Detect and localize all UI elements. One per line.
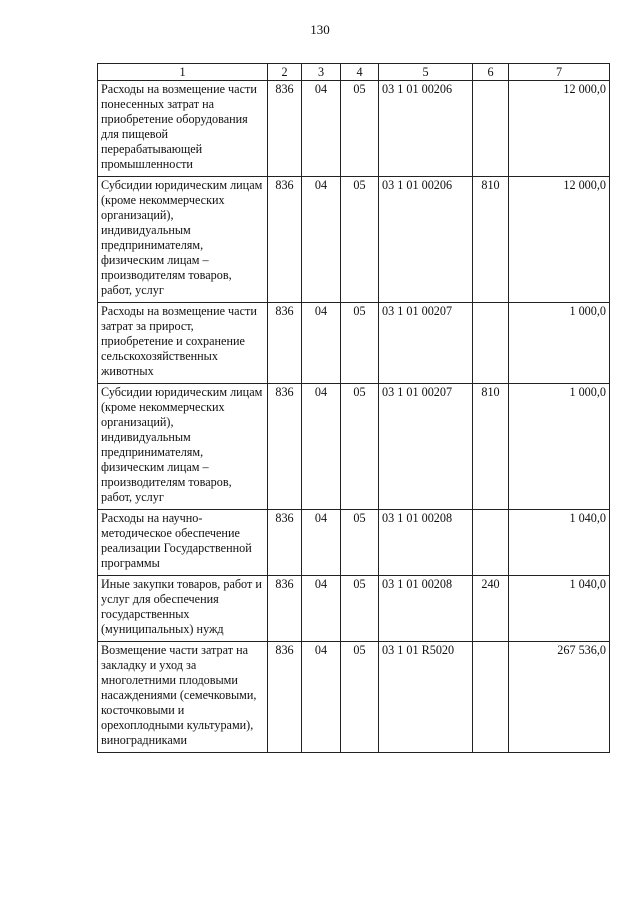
section-code: 04	[302, 642, 341, 753]
amount: 267 536,0	[509, 642, 610, 753]
ministry-code: 836	[268, 384, 302, 510]
page-number: 130	[310, 22, 330, 37]
amount: 1 040,0	[509, 576, 610, 642]
amount: 1 000,0	[509, 303, 610, 384]
target-article-code: 03 1 01 R5020	[379, 642, 473, 753]
table-row	[98, 177, 610, 303]
section-code: 04	[302, 384, 341, 510]
target-article-code: 03 1 01 00208	[379, 510, 473, 576]
amount: 1 000,0	[509, 384, 610, 510]
table-row	[98, 81, 610, 177]
expense-name: Иные закупки товаров, работ и услуг для обеспечения государственных (муниципальных) нужд	[98, 576, 268, 642]
subsection-code: 05	[341, 81, 379, 177]
expense-type-code: 240	[473, 576, 509, 642]
column-header: 6	[473, 64, 509, 81]
target-article-code: 03 1 01 00207	[379, 384, 473, 510]
amount: 1 040,0	[509, 510, 610, 576]
column-header: 5	[379, 64, 473, 81]
expense-name: Субсидии юридическим лицам (кроме некоммерческих организаций), индивидуальным предпринимателям, физическим лицам – производителям товаров, работ, услуг	[98, 384, 268, 510]
column-header: 7	[509, 64, 610, 81]
table-header-row	[98, 64, 610, 81]
ministry-code: 836	[268, 303, 302, 384]
subsection-code: 05	[341, 177, 379, 303]
amount: 12 000,0	[509, 177, 610, 303]
target-article-code: 03 1 01 00208	[379, 576, 473, 642]
section-code: 04	[302, 576, 341, 642]
expense-type-code	[473, 510, 509, 576]
subsection-code: 05	[341, 303, 379, 384]
expense-name: Субсидии юридическим лицам (кроме некоммерческих организаций), индивидуальным предпринимателям, физическим лицам – производителям товаров, работ, услуг	[98, 177, 268, 303]
section-code: 04	[302, 303, 341, 384]
target-article-code: 03 1 01 00206	[379, 177, 473, 303]
table-row	[98, 576, 610, 642]
ministry-code: 836	[268, 576, 302, 642]
subsection-code: 05	[341, 384, 379, 510]
column-header: 1	[98, 64, 268, 81]
ministry-code: 836	[268, 642, 302, 753]
table-row	[98, 303, 610, 384]
expense-name: Расходы на научно-методическое обеспечение реализации Государственной программы	[98, 510, 268, 576]
column-header: 4	[341, 64, 379, 81]
ministry-code: 836	[268, 177, 302, 303]
table-row	[98, 642, 610, 753]
expense-type-code	[473, 303, 509, 384]
column-header: 3	[302, 64, 341, 81]
ministry-code: 836	[268, 81, 302, 177]
expense-type-code	[473, 642, 509, 753]
expense-name: Расходы на возмещение части понесенных затрат на приобретение оборудования для пищевой перерабатывающей промышленности	[98, 81, 268, 177]
table-row	[98, 510, 610, 576]
column-header: 2	[268, 64, 302, 81]
section-code: 04	[302, 510, 341, 576]
section-code: 04	[302, 177, 341, 303]
subsection-code: 05	[341, 576, 379, 642]
subsection-code: 05	[341, 510, 379, 576]
expense-type-code: 810	[473, 177, 509, 303]
section-code: 04	[302, 81, 341, 177]
table-row	[98, 384, 610, 510]
subsection-code: 05	[341, 642, 379, 753]
expense-name: Возмещение части затрат на закладку и уход за многолетними плодовыми насаждениями (семечковыми, косточковыми и орехоплодными культурами), виноградниками	[98, 642, 268, 753]
expense-name: Расходы на возмещение части затрат за прирост, приобретение и сохранение сельскохозяйственных животных	[98, 303, 268, 384]
budget-table	[97, 63, 610, 753]
expense-type-code: 810	[473, 384, 509, 510]
ministry-code: 836	[268, 510, 302, 576]
amount: 12 000,0	[509, 81, 610, 177]
target-article-code: 03 1 01 00206	[379, 81, 473, 177]
expense-type-code	[473, 81, 509, 177]
target-article-code: 03 1 01 00207	[379, 303, 473, 384]
